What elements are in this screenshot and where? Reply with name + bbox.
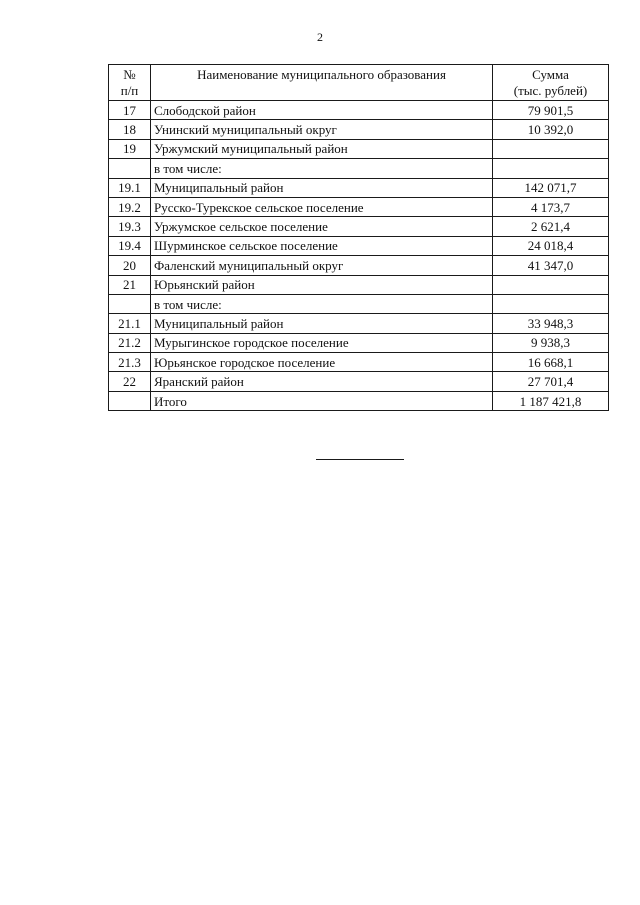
row-number-cell: 21.1 [109,314,151,333]
row-sum-cell: 33 948,3 [493,314,609,333]
row-number-cell: 21.2 [109,333,151,352]
page-number: 2 [317,30,323,44]
row-name-cell: Юрьянский район [151,275,493,294]
header-number [109,65,151,101]
row-number-cell: 19.3 [109,217,151,236]
table-row [109,159,609,178]
row-number-cell: 19.1 [109,178,151,197]
row-number-cell: 22 [109,372,151,391]
row-name-cell: Слободской район [151,101,493,120]
table-header-row [109,65,609,101]
table-row [109,236,609,255]
row-sum-cell [493,159,609,178]
row-sum-cell: 9 938,3 [493,333,609,352]
row-sum-cell: 79 901,5 [493,101,609,120]
row-name-cell: Фаленский муниципальный округ [151,256,493,275]
row-sum-cell [493,275,609,294]
row-number-cell [109,391,151,410]
row-name-cell: Уржумский муниципальный район [151,139,493,158]
header-sum [493,65,609,101]
row-number-cell: 21.3 [109,353,151,372]
row-name-cell: Мурыгинское городское поселение [151,333,493,352]
row-name-cell: Яранский район [151,372,493,391]
row-name-cell: Унинский муниципальный округ [151,120,493,139]
header-sum-line1: Сумма [532,67,569,82]
row-number-cell [109,159,151,178]
closing-rule [316,459,404,460]
row-number-cell: 19 [109,139,151,158]
table-row [109,197,609,216]
table-body [109,101,609,411]
budget-allocation-table [108,64,609,411]
row-name-cell: Муниципальный район [151,178,493,197]
row-sum-cell: 1 187 421,8 [493,391,609,410]
row-sum-cell: 142 071,7 [493,178,609,197]
table-row [109,120,609,139]
row-number-cell: 20 [109,256,151,275]
header-number-line1: № [123,67,136,82]
table-row [109,391,609,410]
row-name-cell: Итого [151,391,493,410]
table-row [109,294,609,313]
row-name-cell: Русско-Турекское сельское поселение [151,197,493,216]
row-sum-cell: 27 701,4 [493,372,609,391]
row-sum-cell: 10 392,0 [493,120,609,139]
row-sum-cell [493,139,609,158]
table-row [109,372,609,391]
row-name-cell: Юрьянское городское поселение [151,353,493,372]
header-sum-line2: (тыс. рублей) [513,83,588,98]
row-number-cell: 17 [109,101,151,120]
row-name-cell: в том числе: [151,159,493,178]
table-row [109,314,609,333]
row-name-cell: Уржумское сельское поселение [151,217,493,236]
table-row [109,101,609,120]
row-name-cell: в том числе: [151,294,493,313]
header-name: Наименование муниципального образования [151,65,493,101]
row-number-cell: 19.2 [109,197,151,216]
table-row [109,217,609,236]
table-row [109,178,609,197]
table-row [109,139,609,158]
row-sum-cell: 2 621,4 [493,217,609,236]
row-sum-cell: 24 018,4 [493,236,609,255]
row-sum-cell: 16 668,1 [493,353,609,372]
table-row [109,333,609,352]
row-sum-cell: 41 347,0 [493,256,609,275]
table-row [109,275,609,294]
row-sum-cell [493,294,609,313]
table-row [109,353,609,372]
row-number-cell [109,294,151,313]
header-number-line2: п/п [120,83,139,98]
row-name-cell: Шурминское сельское поселение [151,236,493,255]
row-sum-cell: 4 173,7 [493,197,609,216]
row-number-cell: 18 [109,120,151,139]
row-number-cell: 21 [109,275,151,294]
row-number-cell: 19.4 [109,236,151,255]
table-row [109,256,609,275]
row-name-cell: Муниципальный район [151,314,493,333]
